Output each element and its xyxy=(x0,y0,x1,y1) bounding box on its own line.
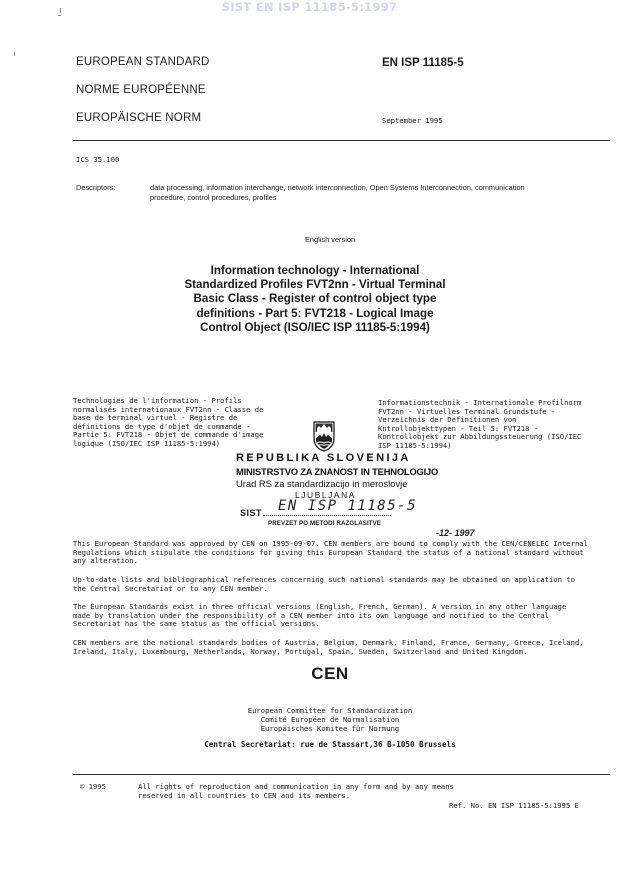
french-title-line: normalisés internationaux FVT2nn - Classe de xyxy=(73,404,264,414)
language-version: English version xyxy=(304,235,356,244)
french-title-line: définitions de type d'objet de commande - xyxy=(73,421,251,431)
paragraph-line: CEN members are the national standards bodies of Austria, Belgium, Denmark, Finland, France, Germany, Greece, Iceland, xyxy=(73,638,584,647)
paragraph-line: the Central Secretariat or to any CEN member. xyxy=(73,583,268,593)
stamp-city: LJUBLJANA xyxy=(295,490,356,500)
descriptors-line-2: procedure, control procedures, profiles xyxy=(150,193,277,202)
document-number: EN ISP 11185-5 xyxy=(382,57,464,69)
german-title-line: Informationstechnik - Internationale Profilnorm xyxy=(378,398,582,407)
french-title xyxy=(73,397,279,449)
paragraph-line: Ireland, Italy, Luxembourg, Netherlands, Norway, Portugal, Spain, Sweden, Switzerland and United Kingdom. xyxy=(73,646,528,656)
members-paragraph xyxy=(73,639,610,656)
german-title-line: ISP 11185-5:1994) xyxy=(378,440,452,450)
paragraph-line: Regulations which stipulate the conditions for giving this European Standard the status of a national standard without xyxy=(73,547,584,557)
stamp-ministry: MINISTRSTVO ZA ZNANOST IN TEHNOLOGIJO xyxy=(236,466,439,477)
french-title-line: base de terminal virtuel - Registre de xyxy=(73,413,238,423)
paragraph-line: any alteration. xyxy=(73,556,138,566)
stamp-office: Urad RS za standardizacijo in meroslovje xyxy=(236,478,408,489)
publication-date: September 1995 xyxy=(382,116,443,125)
cen-name-fr: Comité Européen de Normalisation xyxy=(260,715,400,724)
scan-mark xyxy=(58,15,61,16)
copyright-year: © 1995 xyxy=(80,782,106,791)
title-line: Information technology - International xyxy=(210,264,420,277)
german-title-line: FVT2nn - Virtuelles Terminal Grundstufe - xyxy=(378,406,556,416)
title-line: definitions - Part 5: FVT218 - Logical Image xyxy=(196,306,434,320)
versions-paragraph xyxy=(73,603,610,629)
stamp-number-line xyxy=(263,515,391,516)
cen-name-en: European Committee for Standardization xyxy=(247,706,413,715)
scan-mark xyxy=(60,8,61,13)
paragraph-line: The European Standards exist in three official versions (English, French, German). A version in any other language xyxy=(73,602,567,611)
stamp-sist-number: EN ISP 11185-5 xyxy=(278,498,418,514)
document-title xyxy=(150,264,480,335)
descriptors-label: Descriptors: xyxy=(76,183,116,192)
stamp-republic: REPUBLIKA SLOVENIJA xyxy=(236,452,411,464)
paragraph-line: Secretariat has the same status as the official versions. xyxy=(73,619,320,629)
reference-number: Ref. No. EN ISP 11185-5:1995 E xyxy=(449,801,579,810)
document-watermark: SIST EN ISP 11185-5:1997 xyxy=(221,0,398,14)
german-title-line: Verzeichnis der Definitionen von xyxy=(378,415,517,425)
approval-paragraph xyxy=(73,540,610,566)
cen-secretariat-address: Central Secretariat: rue de Stassart,36 B-1050 Brussels xyxy=(204,740,456,749)
french-title-line: Partie 5: FVT218 - Objet de commande d'image xyxy=(73,430,264,440)
descriptors-line-1: data processing, information interchange, network interconnection, Open Systems Interconnection, communication xyxy=(150,183,525,192)
header-title-fr: NORME EUROPÉENNE xyxy=(76,84,206,96)
cen-logo: CEN xyxy=(311,664,349,683)
german-title xyxy=(378,399,610,451)
references-paragraph xyxy=(73,576,610,593)
paragraph-line: made by translation under the responsibility of a CEN member into its own language and notified to the Central xyxy=(73,610,549,620)
paragraph-line: Up-to-date lists and bibliographical references concerning such national standards may be obtained on application to xyxy=(73,575,575,584)
rights-line-2: reserved in all countries to CEN and its members. xyxy=(138,791,351,800)
french-title-line: logique (ISO/IEC ISP 11185-5:1994) xyxy=(73,438,221,448)
slovenia-coat-of-arms-icon xyxy=(312,420,336,452)
stamp-sist-label: SIST xyxy=(240,508,263,518)
footer-divider xyxy=(73,774,610,775)
stamp-date: -12- 1997 xyxy=(436,528,475,538)
german-title-line: Kntrollobjekttypen - Teil 5: FVT218 - xyxy=(378,423,539,433)
cen-name-de: Europäisches Komitee für Normung xyxy=(260,724,400,733)
stamp-adoption-method: PREVZET PO METODI RAZGLASITVE xyxy=(268,520,382,527)
ics-code: ICS 35.100 xyxy=(76,155,120,164)
title-line: Control Object (ISO/IEC ISP 11185-5:1994) xyxy=(200,320,430,334)
header-title-en: EUROPEAN STANDARD xyxy=(76,56,210,68)
header-divider xyxy=(73,140,610,141)
header-title-de: EUROPÄISCHE NORM xyxy=(76,112,202,124)
scan-mark xyxy=(14,52,15,56)
rights-line-1: All rights of reproduction and communication in any form and by any means xyxy=(138,782,454,791)
german-title-line: Kontrollobjekt zur Abbildungssteuerung (ISO/IEC xyxy=(378,432,582,442)
title-line: Basic Class - Register of control object type xyxy=(193,292,437,306)
french-title-line: Technologies de l'information - Profils xyxy=(73,396,242,405)
paragraph-line: This European Standard was approved by CEN on 1995-09-07. CEN members are bound to comply with the CEN/CENELEC Internal xyxy=(73,539,588,548)
title-line: Standardized Profiles FVT2nn - Virtual Terminal xyxy=(184,278,446,292)
